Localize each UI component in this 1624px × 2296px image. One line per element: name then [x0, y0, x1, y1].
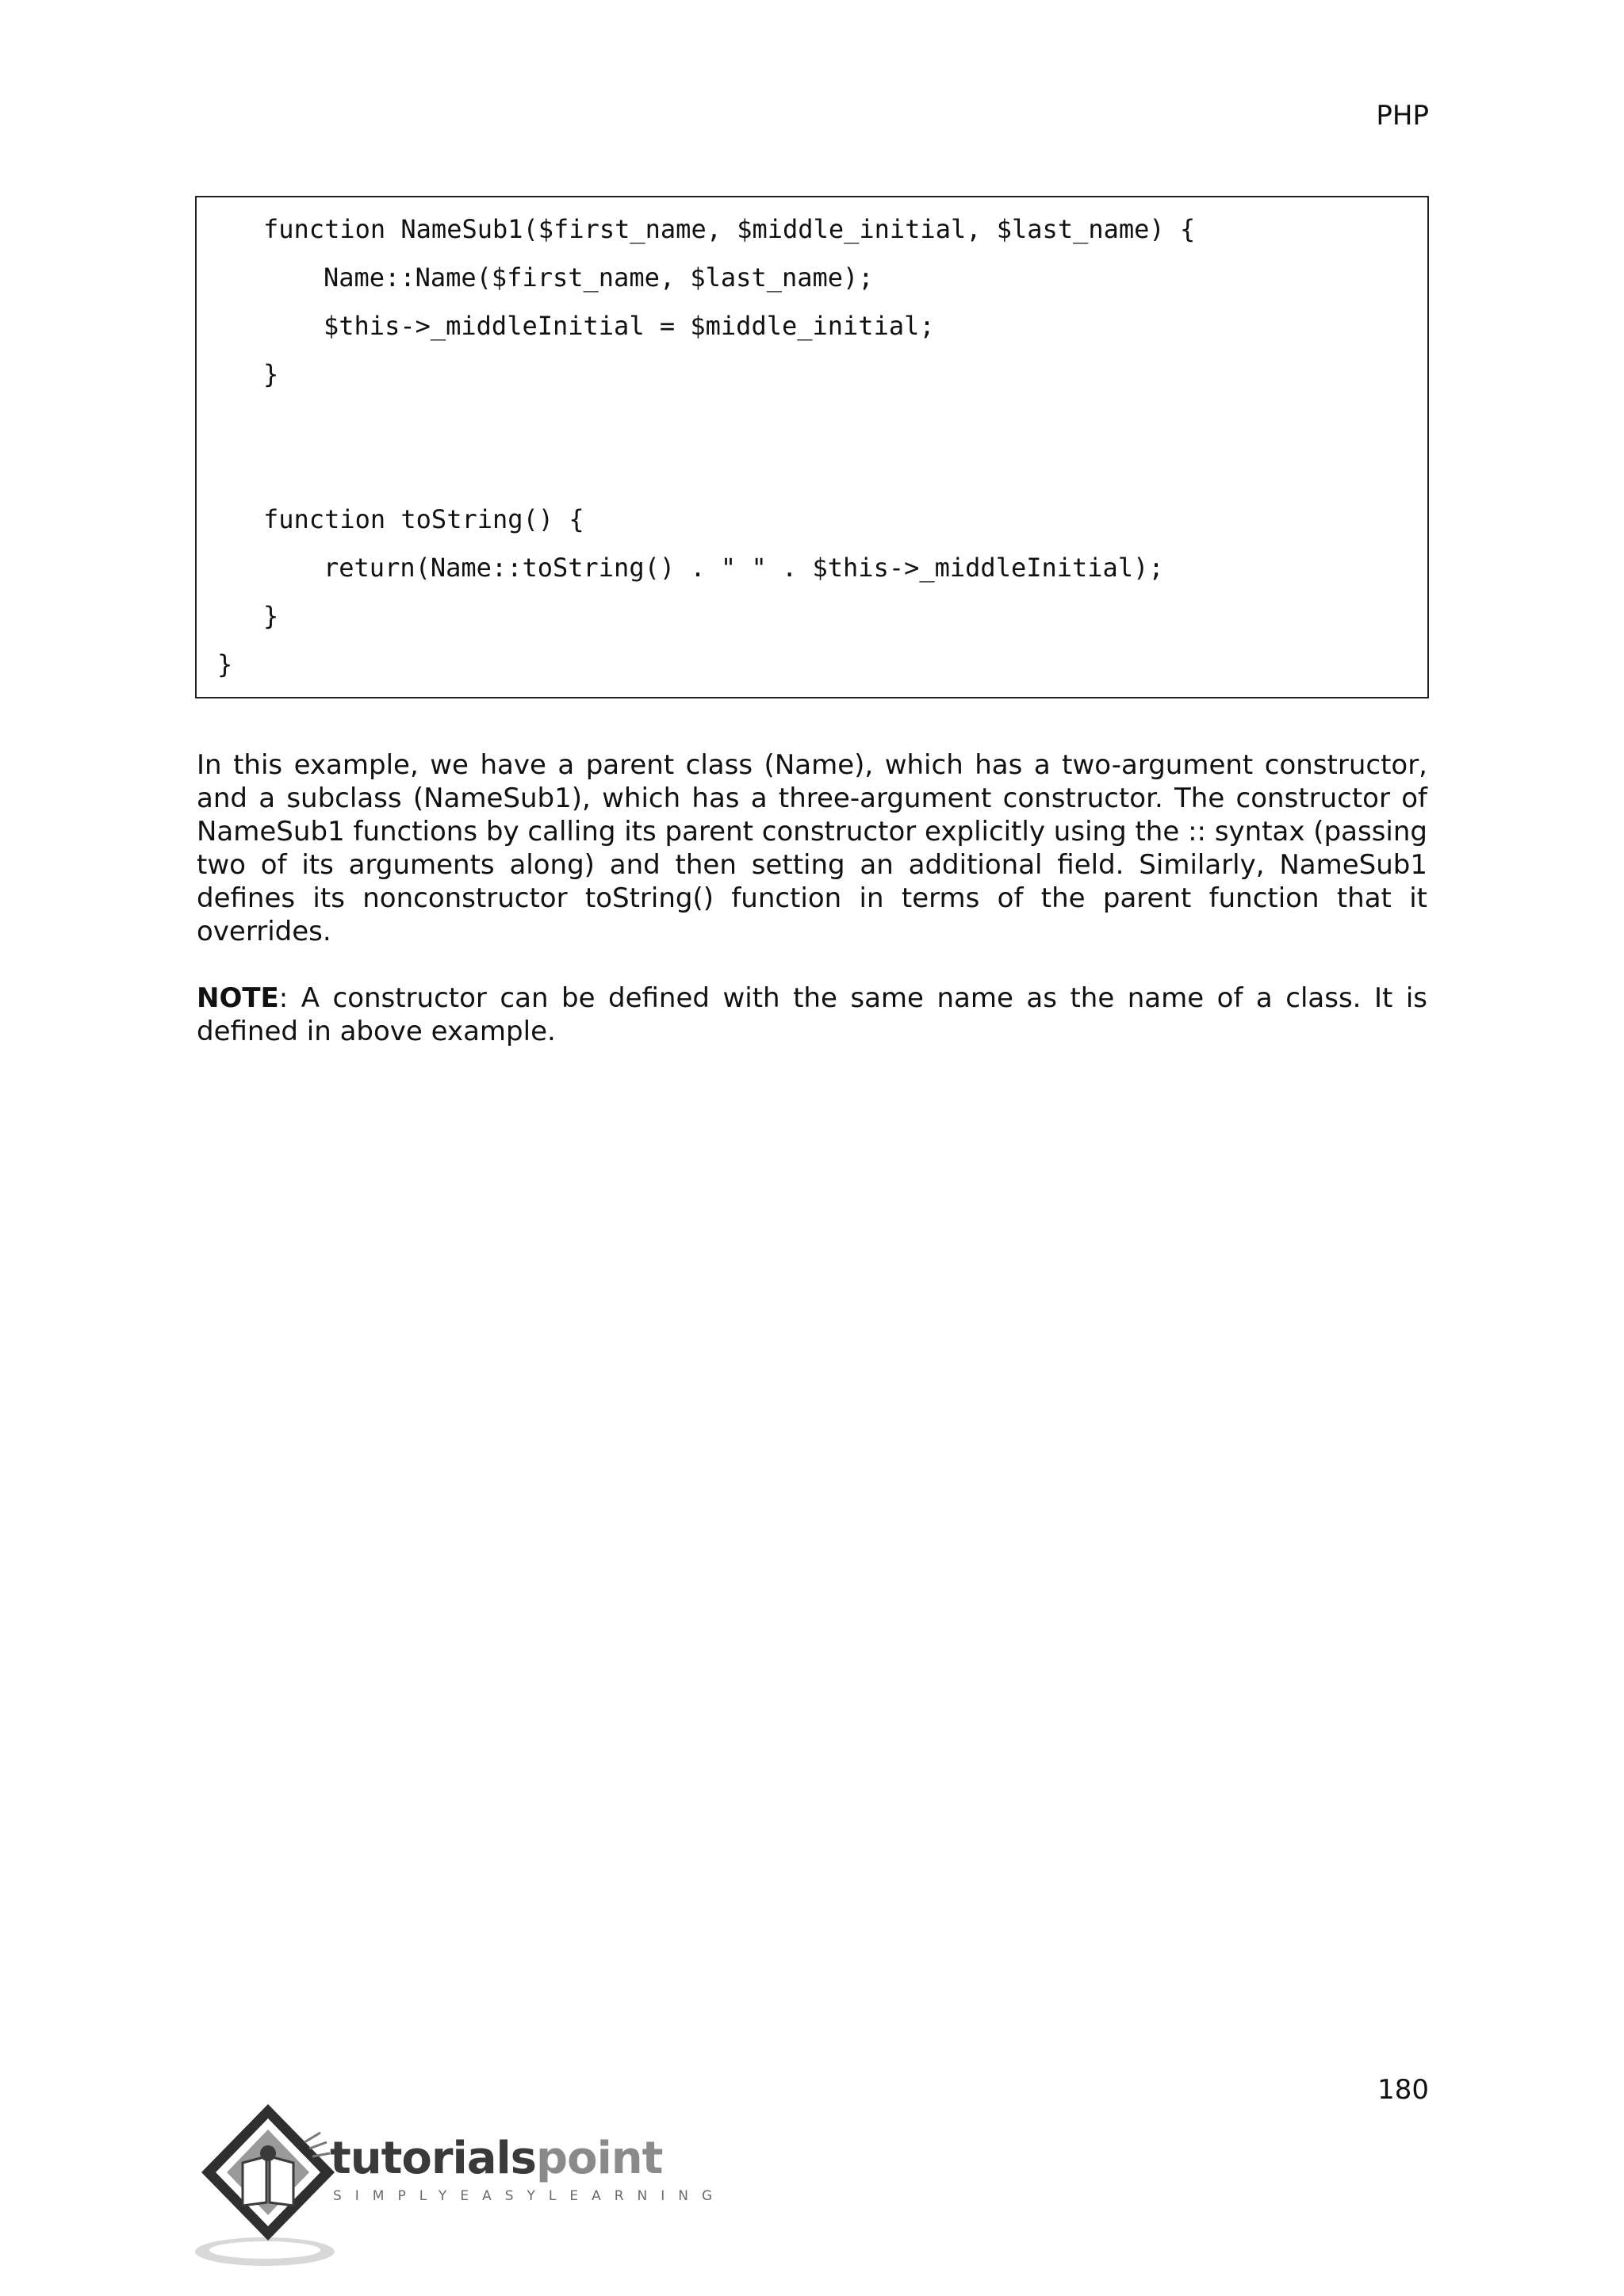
code-line: } — [263, 601, 279, 631]
code-line: function toString() { — [263, 504, 584, 534]
logo-word-light: point — [536, 2133, 663, 2184]
explanation-paragraph: In this example, we have a parent class (Name), which has a two-argument constructor, and a subclass (NameSub1), which has a three-argument constructor. The constructor of NameSub1 functions by calling its parent constructor explicitly using the :: syntax (passing two of its arguments along) and then setting an additional field. Similarly, NameSub1 defines its nonconstructor toString() function in terms of the parent function that it overrides. — [197, 749, 1427, 947]
note-text: : A constructor can be defined with the same name as the name of a class. It is defined in above example. — [197, 982, 1427, 1047]
note-paragraph — [197, 982, 1427, 1048]
code-line: } — [217, 649, 233, 679]
logo-word-dark: tutorials — [330, 2133, 537, 2184]
logo-wordmark — [330, 2133, 662, 2184]
logo-tagline: SIMPLYEASYLEARNING — [333, 2188, 726, 2204]
code-block — [195, 196, 1429, 698]
code-line: Name::Name($first_name, $last_name); — [324, 262, 874, 293]
note-label: NOTE — [197, 982, 279, 1014]
code-line: return(Name::toString() . " " . $this->_middleInitial); — [324, 553, 1164, 583]
running-header: PHP — [1376, 100, 1429, 132]
code-line: function NameSub1($first_name, $middle_initial, $last_name) { — [263, 214, 1196, 244]
code-line: } — [263, 359, 279, 389]
tutorialspoint-logo — [193, 2101, 726, 2283]
code-line: $this->_middleInitial = $middle_initial; — [324, 311, 935, 341]
page-number: 180 — [1377, 2074, 1429, 2106]
